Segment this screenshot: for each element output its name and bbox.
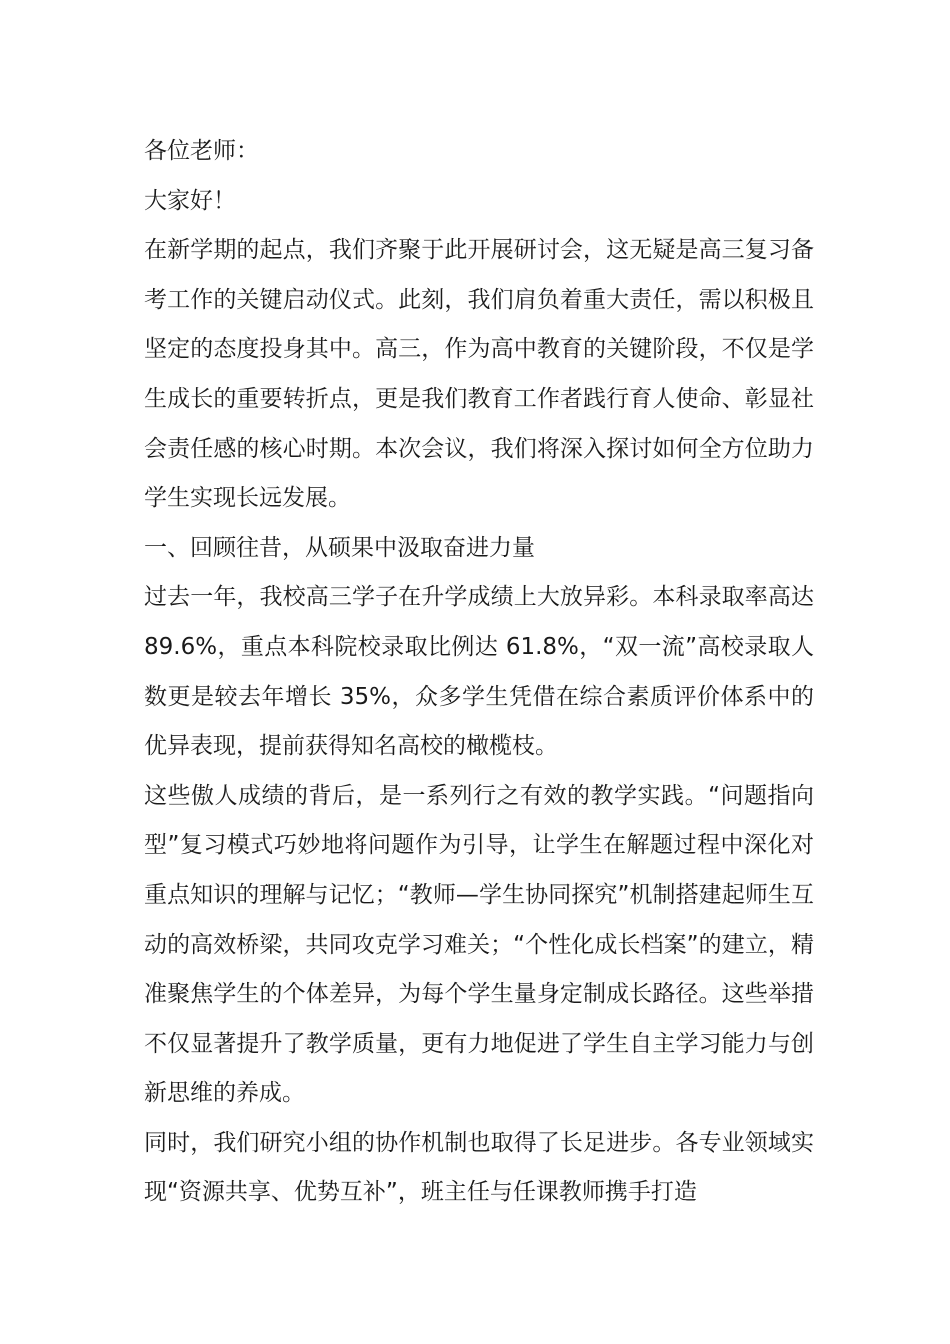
salutation: 各位老师： bbox=[144, 138, 259, 164]
document-body bbox=[144, 127, 814, 1218]
paragraph-results: 过去一年，我校高三学子在升学成绩上大放异彩。本科录取率高达 89.6%，重点本科院校录取比例达 61.8%，“双一流”高校录取人数更是较去年增长 35%，众多学生凭借在综合素质评价体系中的优异表现，提前获得知名高校的橄榄枝。 bbox=[144, 584, 814, 760]
section-heading-1: 一、回顾往昔，从硕果中汲取奋进力量 bbox=[144, 534, 535, 561]
paragraph-intro: 在新学期的起点，我们齐聚于此开展研讨会，这无疑是高三复习备考工作的关键启动仪式。此刻，我们肩负着重大责任，需以积极且坚定的态度投身其中。高三，作为高中教育的关键阶段，不仅是学生成长的重要转折点，更是我们教育工作者践行育人使命、彰显社会责任感的核心时期。本次会议，我们将深入探讨如何全方位助力学生实现长远发展。 bbox=[144, 237, 814, 512]
paragraph-collaboration: 同时，我们研究小组的协作机制也取得了长足进步。各专业领域实现“资源共享、优势互补”，班主任与任课教师携手打造 bbox=[144, 1129, 814, 1206]
greeting: 大家好！ bbox=[144, 187, 236, 214]
paragraph-practices: 这些傲人成绩的背后，是一系列行之有效的教学实践。“问题指向型”复习模式巧妙地将问题作为引导，让学生在解题过程中深化对重点知识的理解与记忆；“教师—学生协同探究”机制搭建起师生互动的高效桥梁，共同攻克学习难关；“个性化成长档案”的建立，精准聚焦学生的个体差异，为每个学生量身定制成长路径。这些举措不仅显著提升了教学质量，更有力地促进了学生自主学习能力与创新思维的养成。 bbox=[144, 782, 814, 1107]
